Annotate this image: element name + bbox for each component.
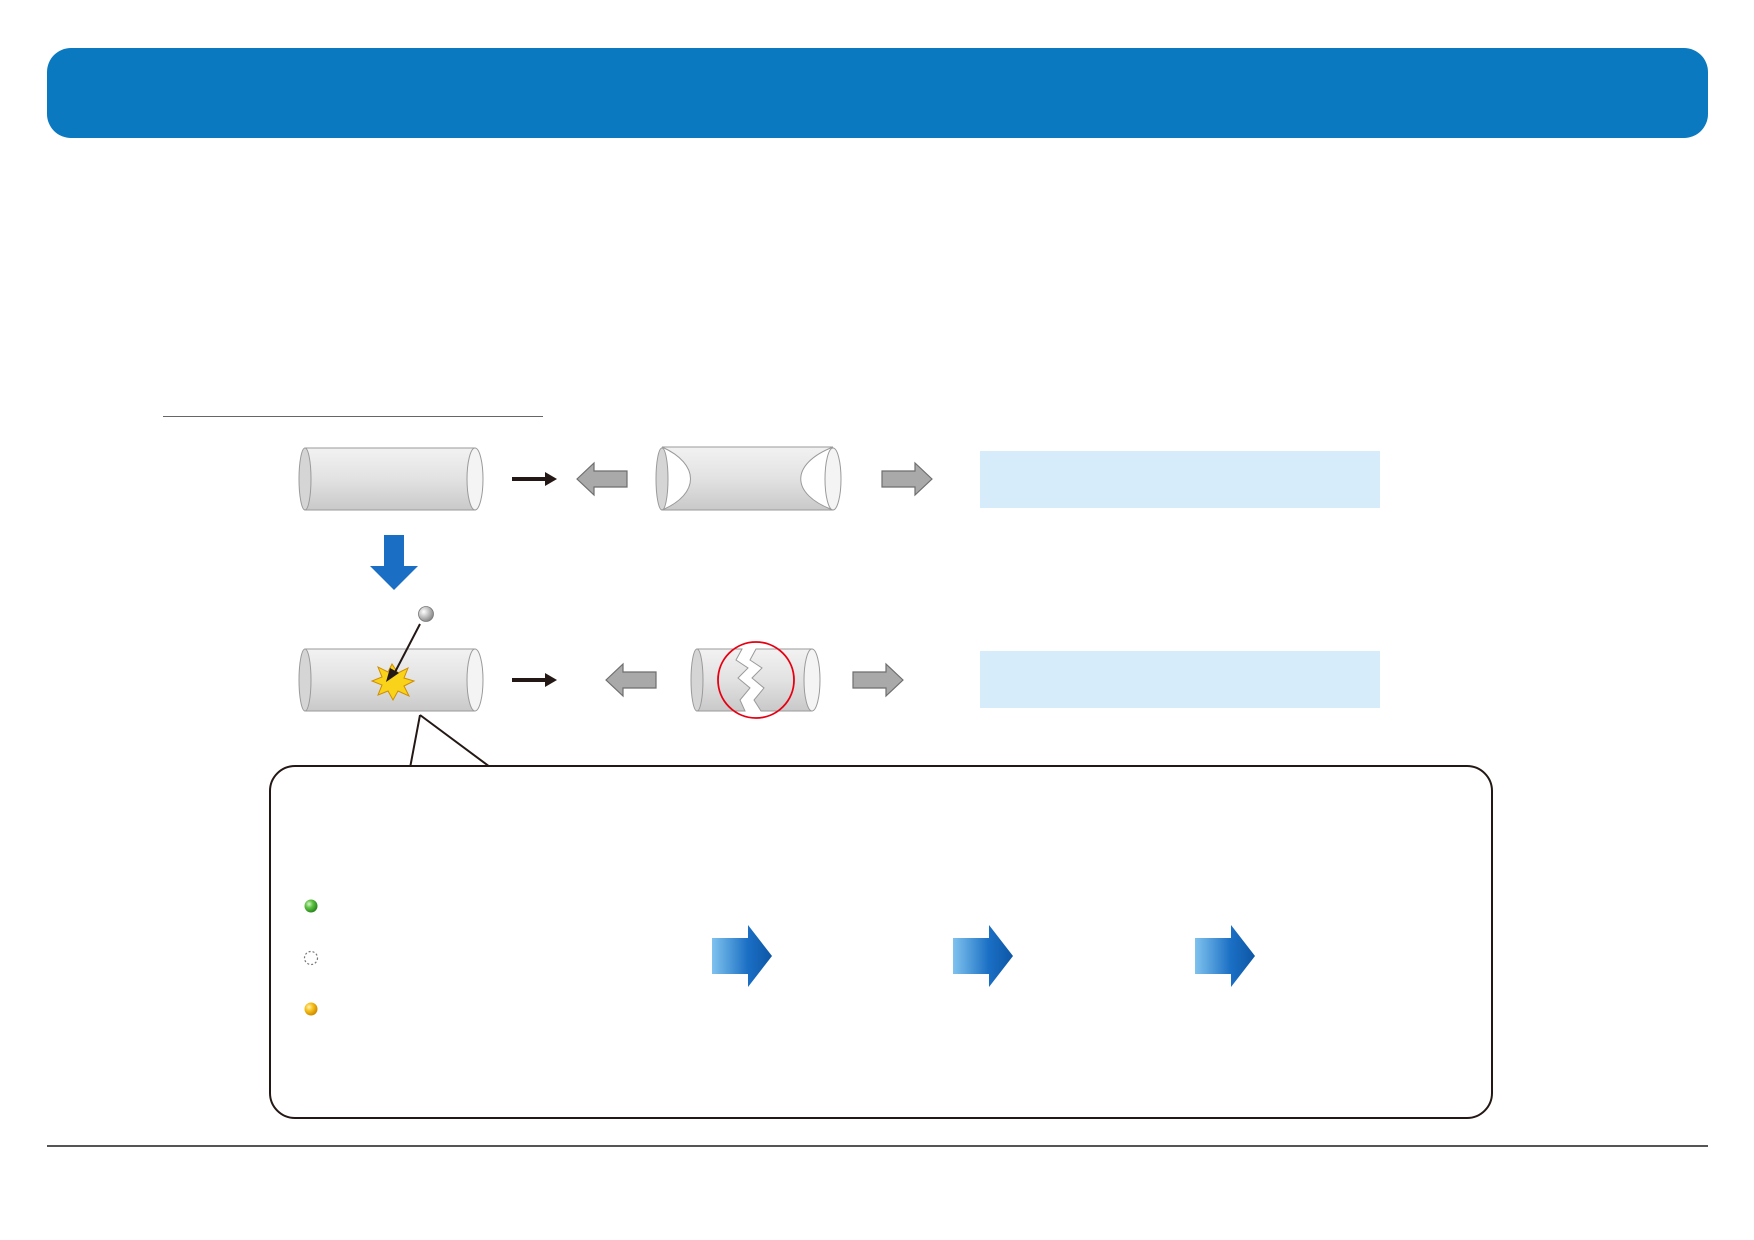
legend-impurity-atom-icon (305, 1003, 318, 1016)
stage-arrow-icon (712, 925, 772, 987)
stage-arrow-icon (1195, 925, 1255, 987)
footer-rule (47, 1145, 1708, 1147)
stage-arrow-icon (953, 925, 1013, 987)
legend-vacancy-icon (305, 952, 318, 965)
legend-iron-atom-icon (305, 900, 318, 913)
